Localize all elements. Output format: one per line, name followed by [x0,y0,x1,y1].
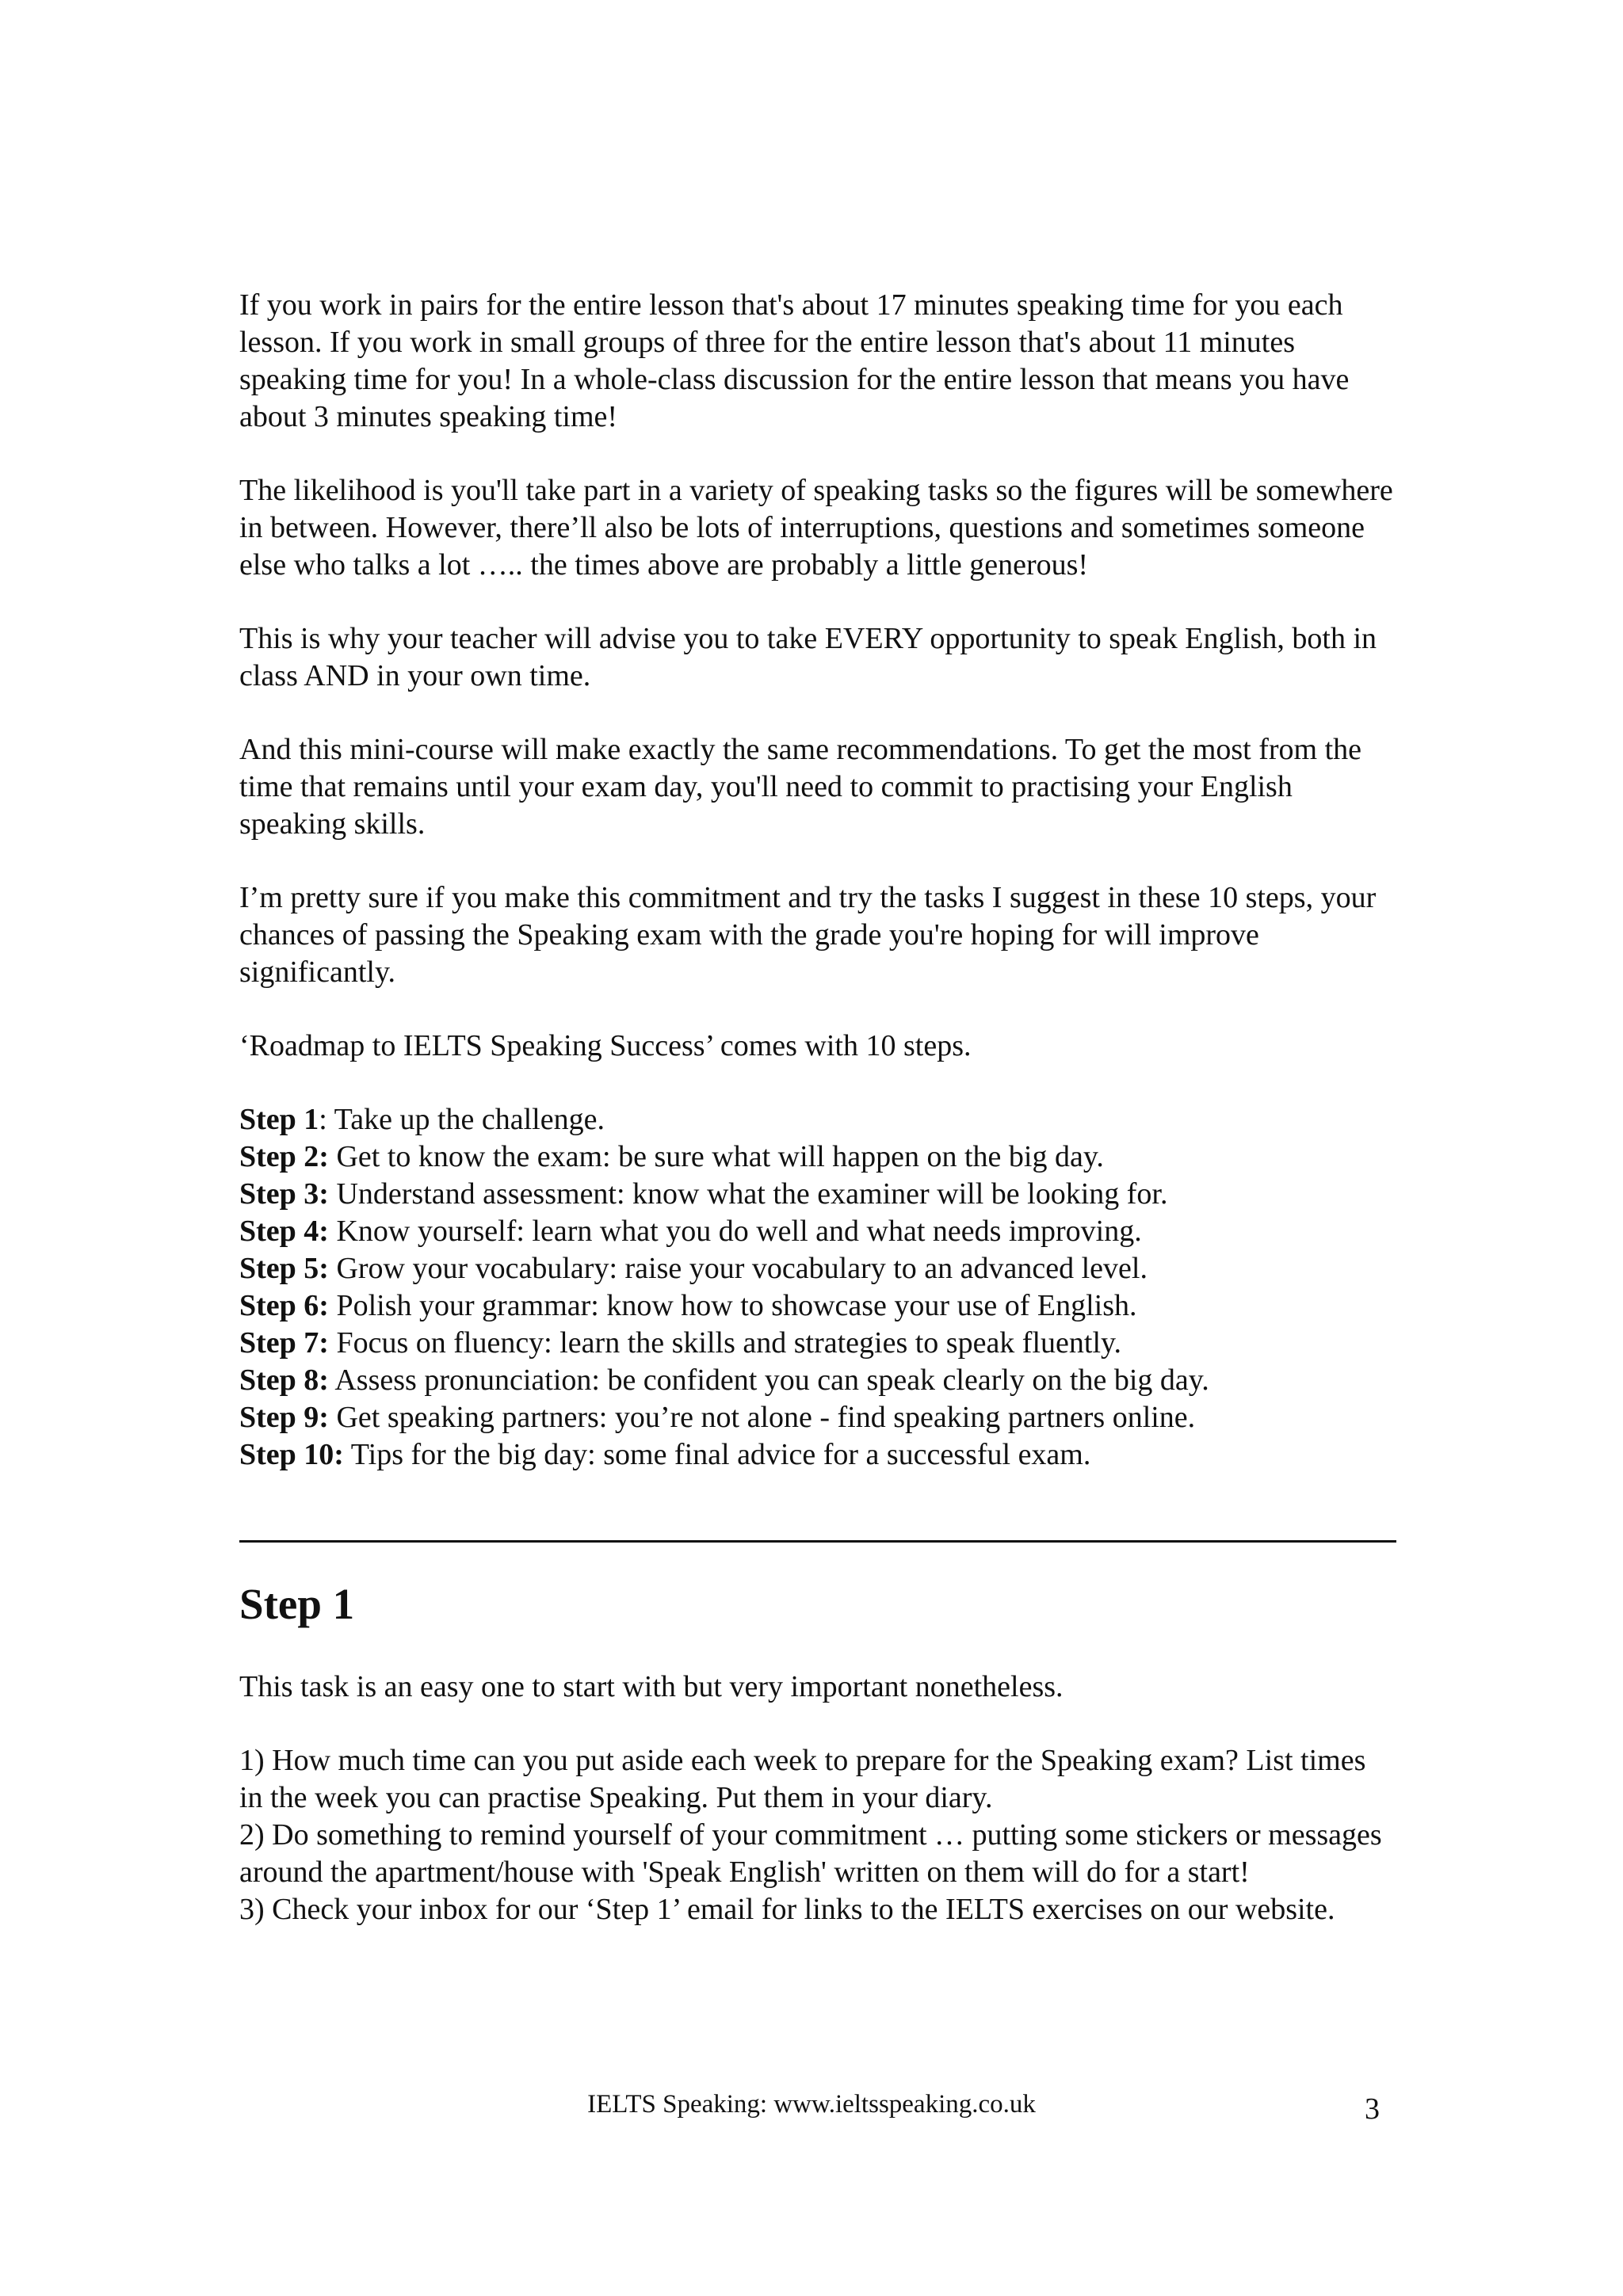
list-item [239,1213,1396,1250]
paragraph-roadmap-intro: ‘Roadmap to IELTS Speaking Success’ comes with 10 steps. [239,1029,972,1062]
step1-heading: Step 1 [239,1580,355,1628]
step-label: Step 5: [239,1252,329,1285]
step-label: Step 3: [239,1177,329,1211]
step-text: Focus on fluency: learn the skills and strategies to speak fluently. [336,1326,1122,1360]
step-text: Tips for the big day: some final advice for a successful exam. [350,1438,1091,1471]
list-item [239,1325,1396,1362]
step-text: Assess pronunciation: be confident you can speak clearly on the big day. [334,1363,1209,1397]
step-label: Step 2: [239,1140,329,1173]
list-item: Step 1: Take up the challenge. [239,1103,605,1136]
steps-list [239,1101,1396,1474]
list-item [239,1176,1396,1213]
step-label: Step 4: [239,1215,329,1248]
paragraph-speaking-time: If you work in pairs for the entire lesson that's about 17 minutes speaking time for you each lesson. If you work in small groups of three for the entire lesson that's about 11 minutes speaking time for you! In a whole-class discussion for the entire lesson that means you have about 3 minutes speaking time! [239,288,1350,433]
step1-intro: This task is an easy one to start with but very important nonetheless. [239,1670,1064,1703]
step-text: Polish your grammar: know how to showcase your use of English. [336,1289,1137,1322]
step-label: Step 9: [239,1401,329,1434]
step-label: Step 8: [239,1363,329,1397]
step1-section [239,1669,1396,1928]
list-item [239,1436,1396,1474]
footer-website: IELTS Speaking: www.ieltsspeaking.co.uk [587,2090,1036,2119]
section-divider [239,1540,1396,1543]
step-text: Understand assessment: know what the examiner will be looking for. [336,1177,1168,1211]
paragraph-likelihood: The likelihood is you'll take part in a variety of speaking tasks so the figures will be somewhere in between. However, there’ll also be lots of interruptions, questions and sometimes someone else who talks a lot ….. the times above are probably a little generous! [239,474,1393,582]
step1-task: 1) How much time can you put aside each week to prepare for the Speaking exam? List times in the week you can practise Speaking. Put them in your diary. [239,1744,1366,1814]
paragraph-commitment: I’m pretty sure if you make this commitment and try the tasks I suggest in these 10 steps, your chances of passing the Speaking exam with the grade you're hoping for will improve significantly. [239,881,1377,989]
step-text: Get to know the exam: be sure what will happen on the big day. [336,1140,1104,1173]
step-text: Get speaking partners: you’re not alone - find speaking partners online. [336,1401,1196,1434]
step-text: Know yourself: learn what you do well and what needs improving. [336,1215,1142,1248]
paragraph-teacher-advice: This is why your teacher will advise you to take EVERY opportunity to speak English, both in class AND in your own time. [239,622,1377,692]
step-text: Grow your vocabulary: raise your vocabulary to an advanced level. [336,1252,1148,1285]
body-text [239,287,1396,1474]
step-label: Step 10: [239,1438,344,1471]
list-item [239,1362,1396,1399]
paragraph-mini-course: And this mini-course will make exactly the same recommendations. To get the most from the time that remains until your exam day, you'll need to commit to practising your English speaking skills. [239,733,1362,841]
list-item [239,1250,1396,1287]
step-label: Step 6: [239,1289,329,1322]
step-label: Step 7: [239,1326,329,1360]
list-item [239,1399,1396,1436]
step1-task: 3) Check your inbox for our ‘Step 1’ email for links to the IELTS exercises on our website. [239,1893,1335,1926]
step1-task: 2) Do something to remind yourself of your commitment … putting some stickers or messages around the apartment/house with 'Speak English' written on them will do for a start! [239,1818,1382,1889]
list-item [239,1287,1396,1325]
step-label: Step 1 [239,1103,319,1136]
step-text: Take up the challenge. [334,1103,605,1136]
page-number: 3 [1365,2092,1380,2126]
list-item [239,1138,1396,1176]
